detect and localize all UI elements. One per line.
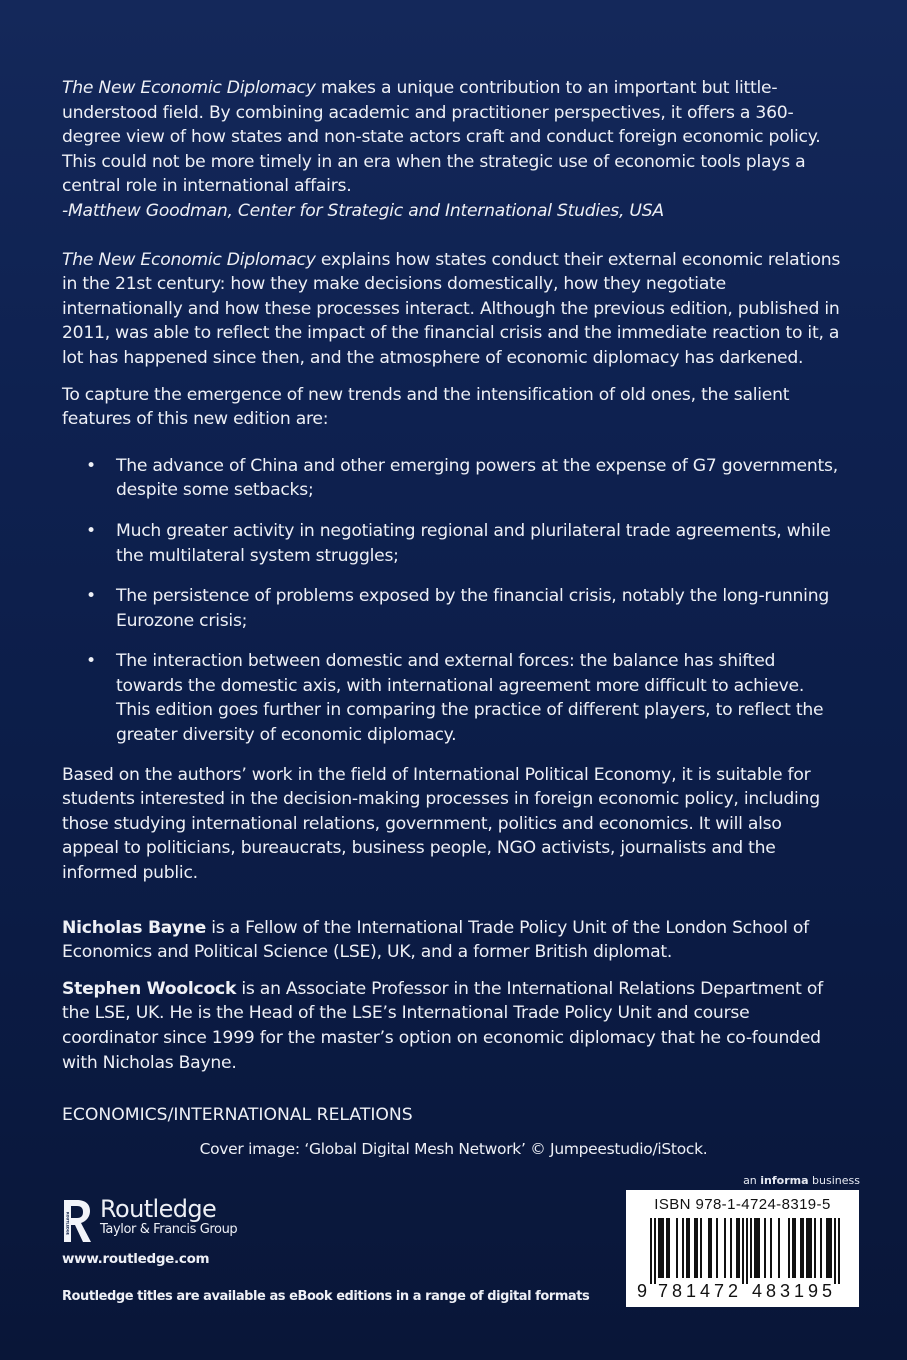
barcode-bar	[682, 1218, 684, 1278]
endorsement-body: makes a unique contribution to an important but little-understood field. By combining academic and practitioner perspectives, it offers a 360-degree view of how states and non-state actors craft and conduct foreign economic policy. This could not be more timely in an era when the strategic use of economic tools plays a central role in international affairs.	[62, 78, 821, 197]
barcode-bar	[808, 1218, 810, 1278]
publisher-url[interactable]: www.routledge.com	[62, 1251, 210, 1267]
endorsement-title: The New Economic Diplomacy	[62, 78, 316, 98]
endorsement	[62, 76, 842, 224]
barcode-bar	[662, 1218, 664, 1278]
isbn-label: ISBN 978-1-4724-8319-5	[654, 1196, 831, 1213]
bullet-icon: •	[86, 651, 96, 672]
publisher-group: Taylor & Francis Group	[100, 1222, 238, 1237]
features-intro: To capture the emergence of new trends and the intensification of old ones, the salient features of this new edition are:	[62, 384, 790, 430]
barcode-bar	[658, 1218, 660, 1278]
author-name: Nicholas Bayne	[62, 917, 206, 938]
barcode-bar	[826, 1218, 828, 1278]
barcode-bar	[676, 1218, 678, 1278]
barcode-bar	[770, 1218, 772, 1278]
barcode-bar	[650, 1218, 652, 1284]
bullet-icon: •	[86, 455, 96, 476]
barcode-bar	[788, 1218, 790, 1278]
barcode-graphic	[636, 1218, 849, 1300]
informa-business: an informa business	[743, 1174, 860, 1187]
barcode-bar	[730, 1218, 732, 1278]
author-bio-text: is an Associate Professor in the International Relations Department of the LSE, UK. He is the Head of the LSE’s International Trade Policy Unit and course coordinator since 1999 for the master’s option on economic diplomacy that he co-founded with Nicholas Bayne.	[62, 978, 823, 1073]
barcode-bar	[838, 1218, 840, 1284]
endorsement-attribution: -Matthew Goodman, Center for Strategic and International Studies, USA	[62, 200, 664, 221]
logo-letters: ROUTLEDGE	[65, 1212, 70, 1235]
informa-brand: informa	[760, 1174, 809, 1187]
isbn-barcode	[626, 1190, 859, 1307]
barcode-bar	[794, 1218, 796, 1278]
list-item: • Much greater activity in negotiating regional and plurilateral trade agreements, while the multilateral system struggles;	[86, 520, 831, 566]
barcode-bar	[828, 1218, 830, 1278]
description-body: explains how states conduct their external economic relations in the 21st century: how they make decisions domestically, how they negotiate internationally and how these processes interact. Although the previous edition, published in 2011, was able to reflect the impact of the financial crisis and the immediate reaction to it, a lot has happened since then, and the atmosphere of economic diplomacy has darkened.	[62, 249, 841, 368]
cover-image-credit: Cover image: ‘Global Digital Mesh Network’ © Jumpeestudio/iStock.	[199, 1140, 708, 1158]
barcode-bar	[750, 1218, 752, 1278]
barcode-bar	[802, 1218, 804, 1278]
barcode-bar	[738, 1218, 740, 1278]
barcode-bar	[654, 1218, 656, 1284]
features-list	[62, 454, 842, 748]
publisher-name: Routledge	[100, 1195, 217, 1223]
barcode-bar	[834, 1218, 836, 1284]
barcode-bar	[810, 1218, 812, 1278]
list-item: • The interaction between domestic and external forces: the balance has shifted towards the domestic axis, with international agreement more difficult to achieve. This edition goes further in comparing the practice of different players, to reflect the greater diversity of economic diplomacy.	[86, 651, 824, 746]
barcode-digits: 781472	[658, 1281, 738, 1300]
bullet-icon: •	[86, 520, 96, 541]
barcode-bar	[806, 1218, 808, 1278]
barcode-bar	[746, 1218, 748, 1284]
author-name: Stephen Woolcock	[62, 978, 237, 999]
barcode-digits: 9	[636, 1281, 648, 1300]
barcode-bar	[756, 1218, 758, 1278]
barcode-bar	[742, 1218, 744, 1284]
barcode-bar	[724, 1218, 726, 1278]
barcode-bar	[764, 1218, 766, 1278]
barcode-bar	[716, 1218, 718, 1278]
barcode-bar	[758, 1218, 760, 1278]
barcode-bar	[820, 1218, 822, 1278]
barcode-bar	[830, 1218, 832, 1278]
list-item: • The advance of China and other emerging powers at the expense of G7 governments, despite some setbacks;	[86, 455, 838, 501]
subject-category: ECONOMICS/INTERNATIONAL RELATIONS	[62, 1105, 413, 1126]
barcode-bar	[694, 1218, 696, 1278]
barcode-bar	[700, 1218, 702, 1278]
barcode-bar	[708, 1218, 710, 1278]
description-title: The New Economic Diplomacy	[62, 249, 316, 270]
barcode-bar	[814, 1218, 816, 1278]
logo-text	[100, 1196, 237, 1238]
description	[62, 248, 842, 371]
back-cover-text	[62, 76, 842, 1125]
list-item: • The persistence of problems exposed by the financial crisis, notably the long-running Eurozone crisis;	[86, 586, 829, 631]
routledge-logo	[62, 1196, 237, 1246]
barcode-bar	[792, 1218, 794, 1278]
barcode-bar	[686, 1218, 688, 1278]
barcode-bar	[668, 1218, 670, 1278]
barcode-bar	[778, 1218, 780, 1278]
barcode-bar	[736, 1218, 738, 1278]
ebook-note: Routledge titles are available as eBook editions in a range of digital formats	[62, 1289, 590, 1304]
author-bio-text: is a Fellow of the International Trade Policy Unit of the London School of Economics and Political Science (LSE), UK, and a former British diplomat.	[62, 917, 809, 963]
barcode-bar	[688, 1218, 690, 1278]
barcode-bar	[696, 1218, 698, 1278]
barcode-bar	[660, 1218, 662, 1278]
barcode-bar	[710, 1218, 712, 1278]
audience: Based on the authors’ work in the field of International Political Economy, it is suitable for students interested in the decision-making processes in foreign economic policy, including those studying international relations, government, politics and economics. It will also appeal to politicians, bureaucrats, business people, NGO activists, journalists and the informed public.	[62, 764, 820, 884]
barcode-digits: 483195	[752, 1281, 832, 1300]
barcode-bar	[754, 1218, 756, 1278]
barcode-bar	[666, 1218, 668, 1278]
routledge-r-icon	[62, 1196, 92, 1246]
bullet-icon: •	[86, 586, 96, 607]
author-bio	[62, 977, 842, 1075]
author-bio	[62, 916, 842, 965]
barcode-bar	[800, 1218, 802, 1278]
